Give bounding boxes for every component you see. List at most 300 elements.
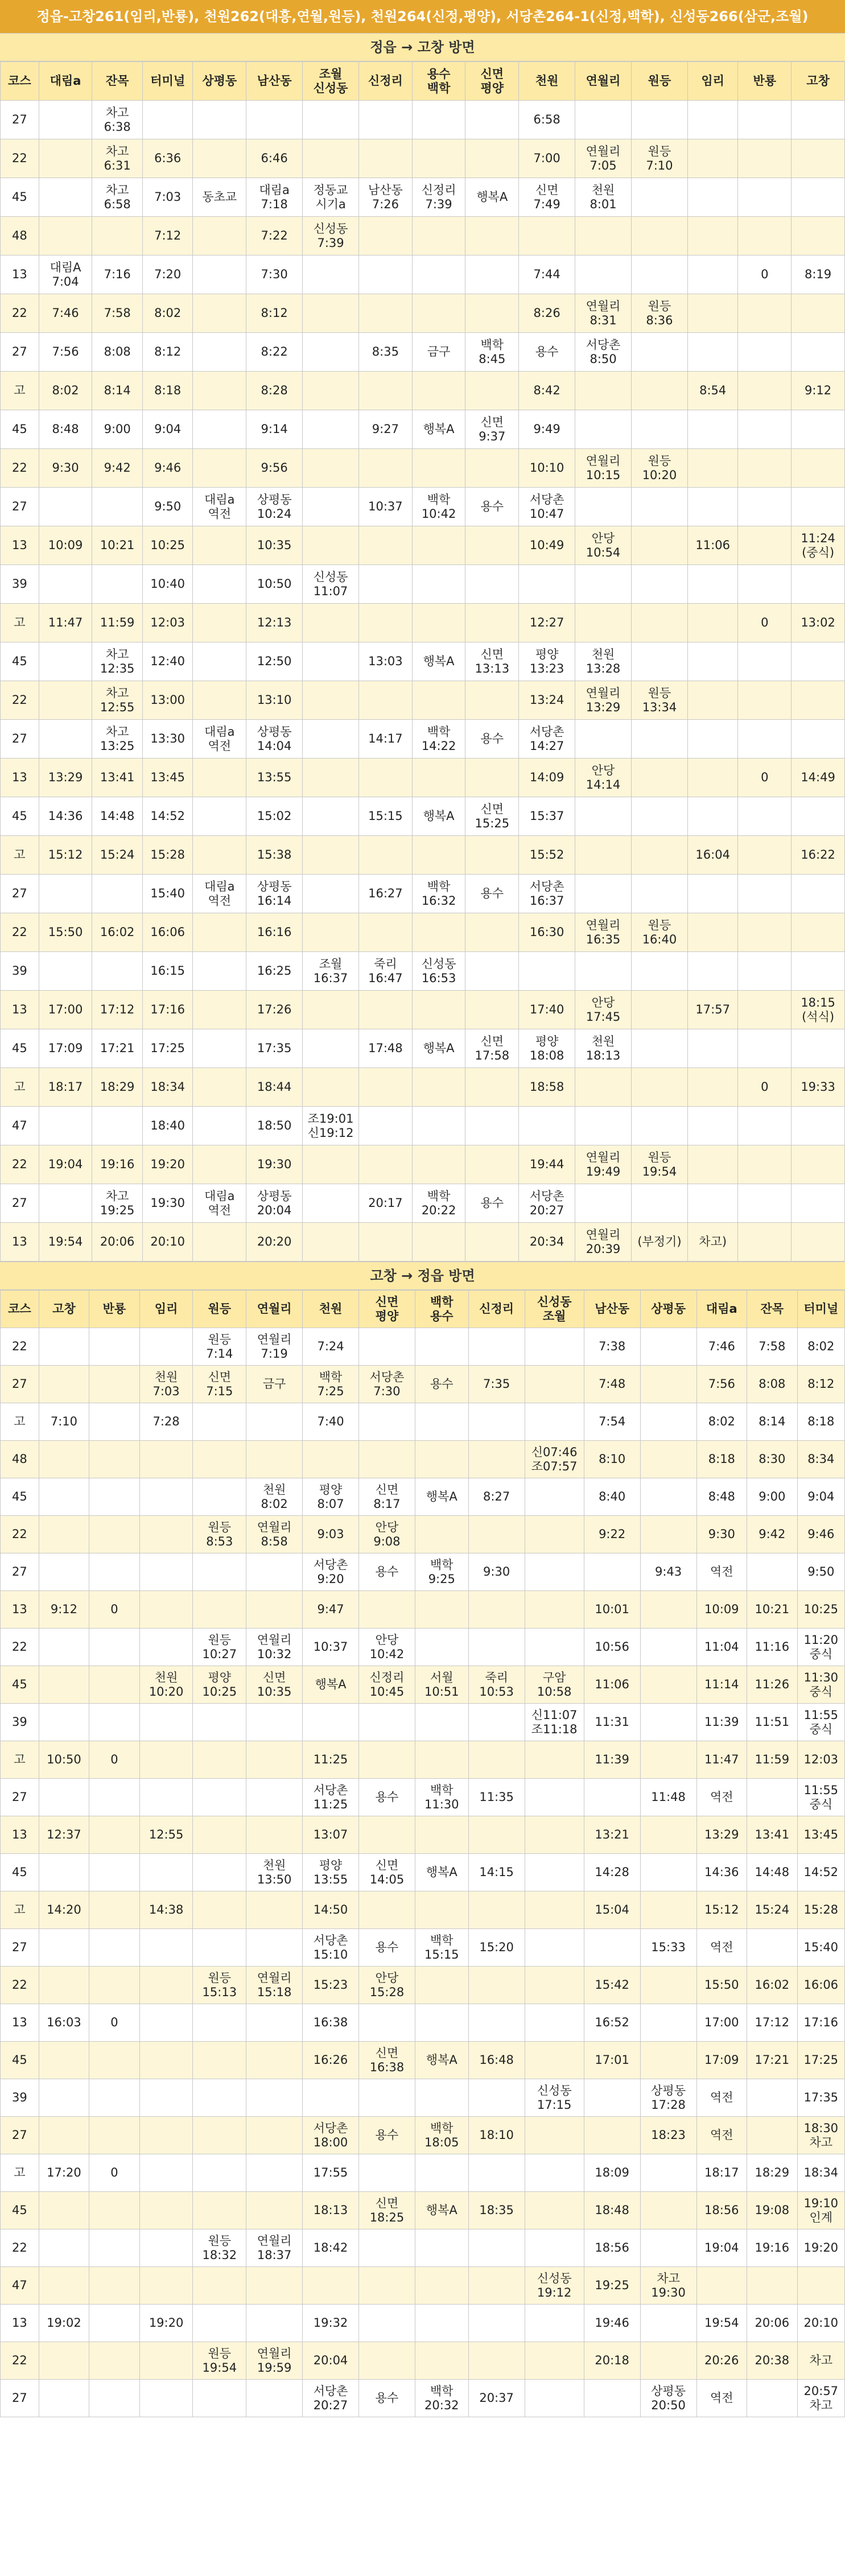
time-cell: 용수 <box>465 720 519 759</box>
time-cell <box>359 1704 415 1741</box>
time-cell <box>632 604 688 642</box>
column-header: 잔목 <box>92 62 143 101</box>
time-cell: 신정리 7:39 <box>412 178 465 217</box>
time-cell <box>412 526 465 565</box>
time-cell <box>246 1741 303 1779</box>
time-cell: 12:13 <box>246 604 303 642</box>
time-cell <box>465 991 519 1029</box>
time-cell <box>525 2154 584 2192</box>
time-cell: 17:57 <box>687 991 738 1029</box>
time-cell <box>696 2267 747 2305</box>
time-cell <box>193 1441 246 1478</box>
time-cell: 13:21 <box>584 1816 640 1854</box>
time-cell <box>303 255 359 294</box>
time-cell: 16:22 <box>792 836 845 875</box>
time-cell <box>412 1068 465 1107</box>
time-cell <box>39 565 92 604</box>
time-cell: 17:35 <box>246 1029 303 1068</box>
time-cell: 원등 7:10 <box>632 139 688 178</box>
time-cell: 서당촌 9:20 <box>303 1553 359 1591</box>
time-cell: 0 <box>89 1591 140 1629</box>
time-cell: 12:27 <box>519 604 575 642</box>
time-cell: 서당촌 20:27 <box>303 2380 359 2417</box>
time-cell: 19:08 <box>747 2192 798 2229</box>
time-cell: 서당촌 16:37 <box>519 875 575 913</box>
time-cell: 19:44 <box>519 1145 575 1184</box>
time-cell: 12:40 <box>142 642 193 681</box>
column-header: 상평동 <box>640 1291 696 1328</box>
time-cell <box>575 1184 632 1223</box>
time-cell <box>39 1666 89 1704</box>
time-cell <box>792 952 845 991</box>
time-cell <box>359 1107 413 1145</box>
time-cell <box>525 1591 584 1629</box>
time-cell <box>412 294 465 333</box>
time-cell: 7:20 <box>142 255 193 294</box>
time-cell: 차고 13:25 <box>92 720 143 759</box>
time-cell: 차고 12:35 <box>92 642 143 681</box>
time-cell: 11:51 <box>747 1704 798 1741</box>
time-cell <box>525 2380 584 2417</box>
table-row <box>1 1741 845 1779</box>
time-cell <box>747 1929 798 1967</box>
time-cell <box>193 2079 246 2117</box>
time-cell <box>246 2042 303 2079</box>
time-cell: 18:56 <box>584 2229 640 2267</box>
time-cell <box>525 1967 584 2004</box>
column-header: 백학 용수 <box>415 1291 468 1328</box>
time-cell <box>303 1029 359 1068</box>
column-header: 조월 신성동 <box>303 62 359 101</box>
time-cell <box>792 178 845 217</box>
time-cell <box>747 1779 798 1816</box>
time-cell: 연월리 8:31 <box>575 294 632 333</box>
course-cell: 13 <box>1 2305 39 2342</box>
time-cell <box>468 2004 525 2042</box>
time-cell <box>687 1029 738 1068</box>
time-cell: 신면 7:15 <box>193 1366 246 1403</box>
time-cell: 19:16 <box>747 2229 798 2267</box>
time-cell <box>738 488 792 526</box>
time-cell: 상평동 17:28 <box>640 2079 696 2117</box>
time-cell: 15:23 <box>303 1967 359 2004</box>
time-cell: 신면 16:38 <box>359 2042 415 2079</box>
time-cell: 12:03 <box>797 1741 844 1779</box>
time-cell <box>89 1366 140 1403</box>
time-cell: 6:58 <box>519 101 575 139</box>
time-cell: 13:41 <box>92 759 143 797</box>
time-cell: 18:29 <box>92 1068 143 1107</box>
time-cell: 서당촌 11:25 <box>303 1779 359 1816</box>
time-cell: 연월리 13:29 <box>575 681 632 720</box>
table-row <box>1 1516 845 1553</box>
time-cell: 원등 19:54 <box>193 2342 246 2380</box>
time-cell <box>632 1068 688 1107</box>
time-cell <box>465 565 519 604</box>
time-cell <box>89 1854 140 1891</box>
time-cell: 20:06 <box>92 1223 143 1262</box>
time-cell <box>792 681 845 720</box>
time-cell <box>640 1328 696 1366</box>
time-cell: 11:24 (중식) <box>792 526 845 565</box>
time-cell: 9:50 <box>142 488 193 526</box>
course-cell: 45 <box>1 797 39 836</box>
time-cell <box>89 2267 140 2305</box>
time-cell: 16:02 <box>92 913 143 952</box>
time-cell <box>303 526 359 565</box>
time-cell <box>525 1741 584 1779</box>
time-cell <box>193 1553 246 1591</box>
time-cell: 15:50 <box>696 1967 747 2004</box>
table-row <box>1 139 845 178</box>
time-cell <box>412 217 465 255</box>
time-cell <box>632 1107 688 1145</box>
table-row <box>1 2229 845 2267</box>
time-cell: 11:06 <box>687 526 738 565</box>
time-cell: 17:21 <box>747 2042 798 2079</box>
time-cell: 15:02 <box>246 797 303 836</box>
time-cell <box>792 565 845 604</box>
section-header-jeongeup-to-gochang: 정읍 → 고창 방면 <box>0 33 845 61</box>
time-cell <box>193 1145 246 1184</box>
time-cell: 안당 17:45 <box>575 991 632 1029</box>
course-cell: 45 <box>1 2042 39 2079</box>
time-cell <box>139 1929 193 1967</box>
time-cell <box>525 1516 584 1553</box>
time-cell <box>89 1816 140 1854</box>
time-cell: 용수 <box>359 1553 415 1591</box>
time-cell <box>193 1223 246 1262</box>
time-cell <box>465 372 519 410</box>
time-cell: 18:30 차고 <box>797 2117 844 2154</box>
time-cell: 백학 20:22 <box>412 1184 465 1223</box>
time-cell: 서당촌 7:30 <box>359 1366 415 1403</box>
table-row <box>1 797 845 836</box>
time-cell <box>640 1441 696 1478</box>
time-cell <box>525 1328 584 1366</box>
time-cell <box>193 372 246 410</box>
time-cell <box>738 565 792 604</box>
time-cell: 천원 8:01 <box>575 178 632 217</box>
time-cell <box>465 913 519 952</box>
time-cell <box>687 952 738 991</box>
time-cell: 신면 14:05 <box>359 1854 415 1891</box>
time-cell: 16:48 <box>468 2042 525 2079</box>
time-cell <box>193 526 246 565</box>
time-cell <box>89 2305 140 2342</box>
time-cell <box>193 101 246 139</box>
time-cell: 천원 7:03 <box>139 1366 193 1403</box>
table-row <box>1 2305 845 2342</box>
course-cell: 13 <box>1 1591 39 1629</box>
time-cell: 19:04 <box>696 2229 747 2267</box>
time-cell: 차고 12:55 <box>92 681 143 720</box>
time-cell <box>687 681 738 720</box>
time-cell: 14:28 <box>584 1854 640 1891</box>
time-cell: 역전 <box>696 1553 747 1591</box>
time-cell <box>359 913 413 952</box>
time-cell <box>92 1107 143 1145</box>
time-cell: 8:19 <box>792 255 845 294</box>
time-cell: 8:02 <box>142 294 193 333</box>
table-row <box>1 1107 845 1145</box>
time-cell <box>632 565 688 604</box>
time-cell <box>359 255 413 294</box>
time-cell: 백학 20:32 <box>415 2380 468 2417</box>
time-cell <box>687 1184 738 1223</box>
column-header: 원등 <box>193 1291 246 1328</box>
time-cell: 15:12 <box>39 836 92 875</box>
time-cell: 13:55 <box>246 759 303 797</box>
time-cell: 0 <box>738 1068 792 1107</box>
time-cell: 평양 13:55 <box>303 1854 359 1891</box>
time-cell <box>89 1441 140 1478</box>
time-cell <box>415 2229 468 2267</box>
time-cell <box>193 333 246 372</box>
time-cell <box>415 1516 468 1553</box>
course-cell: 45 <box>1 178 39 217</box>
course-cell: 13 <box>1 255 39 294</box>
time-cell <box>359 372 413 410</box>
time-cell <box>89 2380 140 2417</box>
time-cell: 행복A <box>303 1666 359 1704</box>
time-cell <box>246 1929 303 1967</box>
time-cell: 7:44 <box>519 255 575 294</box>
time-cell <box>303 1704 359 1741</box>
time-cell <box>139 1779 193 1816</box>
time-cell: 15:28 <box>797 1891 844 1929</box>
time-cell <box>687 217 738 255</box>
time-cell: 7:35 <box>468 1366 525 1403</box>
course-cell: 27 <box>1 1929 39 1967</box>
course-cell: 고 <box>1 372 39 410</box>
time-cell: 연월리 7:19 <box>246 1328 303 1366</box>
time-cell: 죽리 16:47 <box>359 952 413 991</box>
table-row <box>1 720 845 759</box>
time-cell <box>465 759 519 797</box>
time-cell <box>632 1184 688 1223</box>
time-cell: 18:13 <box>303 2192 359 2229</box>
time-cell <box>39 681 92 720</box>
time-cell <box>359 2267 415 2305</box>
course-cell: 22 <box>1 681 39 720</box>
time-cell <box>640 1741 696 1779</box>
time-cell: 11:04 <box>696 1629 747 1666</box>
column-header: 터미널 <box>142 62 193 101</box>
time-cell: 9:14 <box>246 410 303 449</box>
time-cell <box>193 1478 246 1516</box>
time-cell: 7:03 <box>142 178 193 217</box>
time-cell: 서당촌 18:00 <box>303 2117 359 2154</box>
time-cell <box>39 2192 89 2229</box>
time-cell <box>575 875 632 913</box>
time-cell <box>359 1223 413 1262</box>
time-cell <box>193 2192 246 2229</box>
time-cell <box>359 1816 415 1854</box>
time-cell <box>412 681 465 720</box>
time-cell: 원등 16:40 <box>632 913 688 952</box>
table-row <box>1 1891 845 1929</box>
table-row <box>1 1704 845 1741</box>
column-header: 임리 <box>687 62 738 101</box>
time-cell: 천원 18:13 <box>575 1029 632 1068</box>
time-cell <box>738 449 792 488</box>
time-cell: 7:46 <box>39 294 92 333</box>
time-cell: 9:42 <box>747 1516 798 1553</box>
time-cell: 행복A <box>412 642 465 681</box>
table-row <box>1 836 845 875</box>
table-row <box>1 1553 845 1591</box>
time-cell <box>303 604 359 642</box>
time-cell: 18:34 <box>797 2154 844 2192</box>
time-cell: 서당촌 10:47 <box>519 488 575 526</box>
time-cell: 연월리 20:39 <box>575 1223 632 1262</box>
time-cell <box>792 875 845 913</box>
time-cell <box>303 488 359 526</box>
time-cell <box>525 1779 584 1816</box>
time-cell: 차고 19:25 <box>92 1184 143 1223</box>
time-cell: 역전 <box>696 2380 747 2417</box>
time-cell <box>468 2342 525 2380</box>
course-cell: 13 <box>1 991 39 1029</box>
table-row <box>1 410 845 449</box>
time-cell <box>193 1068 246 1107</box>
time-cell: 8:12 <box>142 333 193 372</box>
time-cell: 14:49 <box>792 759 845 797</box>
table-row <box>1 1666 845 1704</box>
time-cell: 8:42 <box>519 372 575 410</box>
time-cell: 백학 7:25 <box>303 1366 359 1403</box>
time-cell <box>303 1184 359 1223</box>
time-cell: 8:27 <box>468 1478 525 1516</box>
time-cell <box>465 101 519 139</box>
time-cell <box>39 1366 89 1403</box>
time-cell <box>465 526 519 565</box>
time-cell: 15:20 <box>468 1929 525 1967</box>
time-cell: 16:27 <box>359 875 413 913</box>
time-cell: 18:29 <box>747 2154 798 2192</box>
time-cell: 0 <box>89 1741 140 1779</box>
time-cell <box>525 1478 584 1516</box>
time-cell: 백학 16:32 <box>412 875 465 913</box>
time-cell: 서당촌 8:50 <box>575 333 632 372</box>
time-cell: 15:40 <box>797 1929 844 1967</box>
time-cell <box>640 2192 696 2229</box>
column-header: 대림a <box>696 1291 747 1328</box>
time-cell: 7:58 <box>92 294 143 333</box>
time-cell <box>359 526 413 565</box>
time-cell <box>525 2342 584 2380</box>
table-row <box>1 1929 845 1967</box>
time-cell <box>632 488 688 526</box>
time-cell <box>139 2380 193 2417</box>
time-cell <box>359 2004 415 2042</box>
time-cell <box>193 1929 246 1967</box>
time-cell <box>39 2380 89 2417</box>
time-cell <box>89 1403 140 1441</box>
time-cell: 10:09 <box>696 1591 747 1629</box>
time-cell: 15:42 <box>584 1967 640 2004</box>
time-cell <box>193 217 246 255</box>
time-cell <box>39 1854 89 1891</box>
time-cell: 18:09 <box>584 2154 640 2192</box>
time-cell <box>738 1107 792 1145</box>
time-cell: 행복A <box>412 1029 465 1068</box>
time-cell: 용수 <box>465 875 519 913</box>
time-cell <box>465 836 519 875</box>
table-row <box>1 1591 845 1629</box>
course-cell: 27 <box>1 488 39 526</box>
time-cell: 9:50 <box>797 1553 844 1591</box>
time-cell: 8:08 <box>747 1366 798 1403</box>
column-header: 천원 <box>519 62 575 101</box>
time-cell <box>139 1553 193 1591</box>
time-cell: 9:12 <box>792 372 845 410</box>
time-cell <box>92 565 143 604</box>
time-cell <box>687 565 738 604</box>
time-cell <box>412 991 465 1029</box>
time-cell <box>92 875 143 913</box>
table-row <box>1 217 845 255</box>
time-cell <box>640 1516 696 1553</box>
time-cell <box>303 1441 359 1478</box>
time-cell: 16:52 <box>584 2004 640 2042</box>
time-cell <box>640 1629 696 1666</box>
time-cell <box>359 991 413 1029</box>
course-cell: 27 <box>1 1553 39 1591</box>
time-cell <box>89 1967 140 2004</box>
time-cell <box>584 1553 640 1591</box>
time-cell <box>792 1029 845 1068</box>
course-cell: 47 <box>1 2267 39 2305</box>
time-cell: 18:17 <box>39 1068 92 1107</box>
time-cell: 정동교 시기a <box>303 178 359 217</box>
time-cell <box>792 139 845 178</box>
time-cell <box>92 952 143 991</box>
course-cell: 45 <box>1 410 39 449</box>
time-cell <box>193 2305 246 2342</box>
time-cell: 원등 10:27 <box>193 1629 246 1666</box>
time-cell: 7:22 <box>246 217 303 255</box>
time-cell: 0 <box>738 255 792 294</box>
time-cell <box>39 1516 89 1553</box>
time-cell <box>640 1967 696 2004</box>
time-cell: 11:39 <box>584 1741 640 1779</box>
time-cell <box>246 1441 303 1478</box>
time-cell: 18:42 <box>303 2229 359 2267</box>
time-cell <box>738 1029 792 1068</box>
table-row <box>1 101 845 139</box>
time-cell <box>303 449 359 488</box>
time-cell: 15:15 <box>359 797 413 836</box>
time-cell: 연월리 18:37 <box>246 2229 303 2267</box>
time-cell <box>415 2154 468 2192</box>
time-cell: 8:18 <box>797 1403 844 1441</box>
time-cell: 10:09 <box>39 526 92 565</box>
time-cell <box>687 604 738 642</box>
time-cell <box>139 2229 193 2267</box>
time-cell: 7:28 <box>139 1403 193 1441</box>
time-cell <box>525 1891 584 1929</box>
time-cell <box>632 217 688 255</box>
table-row <box>1 1441 845 1478</box>
course-cell: 고 <box>1 1891 39 1929</box>
time-cell <box>525 1403 584 1441</box>
time-cell <box>415 1441 468 1478</box>
time-cell <box>412 604 465 642</box>
time-cell <box>89 1553 140 1591</box>
time-cell <box>575 217 632 255</box>
